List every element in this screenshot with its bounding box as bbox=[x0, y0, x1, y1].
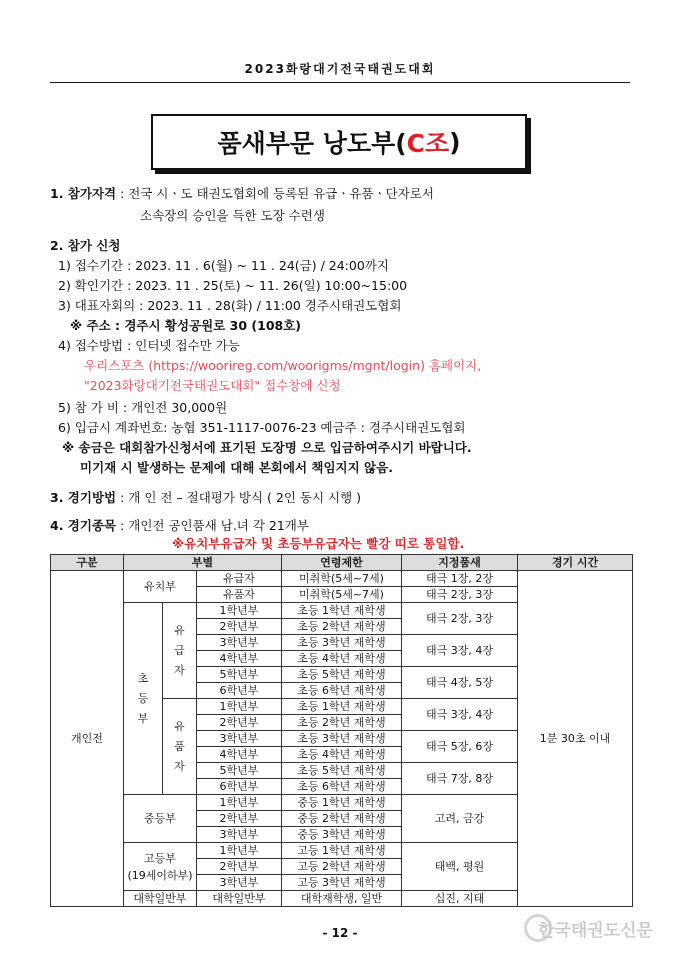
section-2-item-4: 4) 접수방법 : 인터넷 접수만 가능 bbox=[58, 338, 240, 353]
payment-note-1: ※ 송금은 대회참가신청서에 표기된 도장명 으로 입금하여주시기 바랍니다. bbox=[62, 440, 472, 455]
age-cell: 고등 2학년 재학생 bbox=[282, 859, 402, 875]
poomsae-cell: 태극 3장, 4장 bbox=[402, 699, 518, 731]
section-2-item-5: 5) 참 가 비 : 개인전 30,000원 bbox=[58, 400, 228, 415]
age-cell: 중등 1학년 재학생 bbox=[282, 795, 402, 811]
age-cell: 초등 6학년 재학생 bbox=[282, 683, 402, 699]
belt-note: ※유치부유급자 및 초등부유급자는 빨강 띠로 통일함. bbox=[172, 536, 465, 551]
grade-cell: 3학년부 bbox=[197, 875, 282, 891]
age-cell: 초등 2학년 재학생 bbox=[282, 619, 402, 635]
age-cell: 대학재학생, 일반 bbox=[282, 891, 402, 907]
poomsae-cell: 태극 3장, 4장 bbox=[402, 635, 518, 667]
grade-cell: 6학년부 bbox=[197, 683, 282, 699]
title-box bbox=[151, 114, 527, 170]
grade-cell: 6학년부 bbox=[197, 779, 282, 795]
section-4-text: : 개인전 공인품새 남.녀 각 21개부 bbox=[116, 518, 309, 533]
event-table bbox=[50, 554, 633, 907]
grade-cell: 5학년부 bbox=[197, 763, 282, 779]
header-division: 부별 bbox=[124, 555, 282, 571]
kinder-sub: 유급자 bbox=[197, 571, 282, 587]
grade-cell: 2학년부 bbox=[197, 811, 282, 827]
event-type: 개인전 bbox=[51, 571, 124, 907]
section-1-line2: 소속장의 승인을 득한 도장 수련생 bbox=[140, 208, 325, 223]
age-cell: 초등 4학년 재학생 bbox=[282, 651, 402, 667]
section-1-text: : 전국 시ㆍ도 태권도협회에 등록된 유급ㆍ유품ㆍ단자로서 bbox=[116, 186, 434, 201]
grade-cell: 1학년부 bbox=[197, 699, 282, 715]
title-accent: C조 bbox=[406, 129, 450, 158]
grade-cell: 4학년부 bbox=[197, 747, 282, 763]
middle-label: 중등부 bbox=[124, 795, 197, 843]
poomsae-cell: 태극 5장, 6장 bbox=[402, 731, 518, 763]
elementary-sub-2 bbox=[163, 699, 197, 795]
header-category: 구분 bbox=[51, 555, 124, 571]
elementary-label bbox=[124, 603, 163, 795]
section-2-label: 2. 참가 신청 bbox=[50, 238, 121, 253]
age-cell: 미취학(5세~7세) bbox=[282, 571, 402, 587]
univ-label: 대학일반부 bbox=[124, 891, 197, 907]
grade-cell: 3학년부 bbox=[197, 731, 282, 747]
document-header: 2023화랑대기전국태권도대회 bbox=[244, 62, 436, 76]
header-rule bbox=[50, 82, 630, 83]
age-cell: 미취학(5세~7세) bbox=[282, 587, 402, 603]
page-number: - 12 - bbox=[322, 926, 358, 940]
age-cell: 초등 5학년 재학생 bbox=[282, 763, 402, 779]
registration-link[interactable]: 우리스포츠 (https://woorireg.com/woorigms/mgnt/login) 홈페이지, bbox=[84, 358, 482, 373]
grade-cell: 1학년부 bbox=[197, 603, 282, 619]
payment-note-2: 미기재 시 발생하는 문제에 대해 본회에서 책임지지 않음. bbox=[80, 460, 393, 475]
table-header-row bbox=[51, 555, 633, 571]
age-cell: 초등 6학년 재학생 bbox=[282, 779, 402, 795]
grade-cell: 2학년부 bbox=[197, 715, 282, 731]
age-cell: 고등 1학년 재학생 bbox=[282, 843, 402, 859]
section-2-item-3: 3) 대표자회의 : 2023. 11 . 28(화) / 11:00 경주시태권도협회 bbox=[58, 298, 402, 313]
age-cell: 초등 3학년 재학생 bbox=[282, 731, 402, 747]
high-label-sub: (19세이하부) bbox=[127, 868, 193, 882]
age-cell: 고등 3학년 재학생 bbox=[282, 875, 402, 891]
poomsae-cell: 태극 2장, 3장 bbox=[402, 603, 518, 635]
elementary-sub-2-text: 유품자 bbox=[174, 719, 185, 773]
section-2-item-2: 2) 확인기간 : 2023. 11 . 25(토) ~ 11. 26(일) 10:00~15:00 bbox=[58, 278, 408, 293]
table-row bbox=[51, 571, 633, 587]
age-cell: 중등 3학년 재학생 bbox=[282, 827, 402, 843]
age-cell: 초등 2학년 재학생 bbox=[282, 715, 402, 731]
match-time: 1분 30초 이내 bbox=[518, 571, 633, 907]
grade-cell: 2학년부 bbox=[197, 619, 282, 635]
age-cell: 초등 3학년 재학생 bbox=[282, 635, 402, 651]
section-3-label: 3. 경기방법 bbox=[50, 490, 117, 505]
poomsae-cell: 십진, 지태 bbox=[402, 891, 518, 907]
grade-cell: 2학년부 bbox=[197, 859, 282, 875]
section-4 bbox=[50, 518, 309, 534]
age-cell: 초등 4학년 재학생 bbox=[282, 747, 402, 763]
grade-cell: 대학일반부 bbox=[197, 891, 282, 907]
header-poomsae: 지정품새 bbox=[402, 555, 518, 571]
elementary-sub-1-text: 유급자 bbox=[174, 623, 185, 677]
header-age-limit: 연령제한 bbox=[282, 555, 402, 571]
kinder-sub: 유품자 bbox=[197, 587, 282, 603]
section-4-label: 4. 경기종목 bbox=[50, 518, 117, 533]
section-3-text: : 개 인 전 – 절대평가 방식 ( 2인 동시 시행 ) bbox=[116, 490, 362, 505]
section-2-item-6: 6) 입금시 계좌번호: 농협 351-1117-0076-23 예금주 : 경주시태권도협회 bbox=[58, 420, 466, 435]
age-cell: 중등 2학년 재학생 bbox=[282, 811, 402, 827]
header-match-time: 경기 시간 bbox=[518, 555, 633, 571]
section-2-item-1: 1) 접수기간 : 2023. 11 . 6(월) ~ 11 . 24(금) / 24:00까지 bbox=[58, 258, 389, 273]
grade-cell: 1학년부 bbox=[197, 843, 282, 859]
high-label-text: 고등부 bbox=[144, 851, 176, 865]
title-main: 품새부문 낭도부( bbox=[217, 129, 407, 158]
grade-cell: 5학년부 bbox=[197, 667, 282, 683]
elementary-label-text: 초등부 bbox=[137, 671, 149, 725]
poomsae-cell: 태극 1장, 2장 bbox=[402, 571, 518, 587]
poomsae-cell: 태극 7장, 8장 bbox=[402, 763, 518, 795]
poomsae-cell: 태극 4장, 5장 bbox=[402, 667, 518, 699]
title-end: ) bbox=[449, 127, 461, 157]
high-label bbox=[124, 843, 197, 891]
poomsae-cell: 고려, 금강 bbox=[402, 795, 518, 843]
grade-cell: 3학년부 bbox=[197, 635, 282, 651]
age-cell: 초등 1학년 재학생 bbox=[282, 699, 402, 715]
grade-cell: 4학년부 bbox=[197, 651, 282, 667]
poomsae-cell: 태극 2장, 3장 bbox=[402, 587, 518, 603]
watermark: 한국태권도신문 bbox=[538, 921, 653, 941]
section-3 bbox=[50, 490, 361, 506]
kinder-label: 유치부 bbox=[124, 571, 197, 603]
address-note: ※ 주소 : 경주시 황성공원로 30 (108호) bbox=[70, 318, 302, 333]
elementary-sub-1 bbox=[163, 603, 197, 699]
poomsae-cell: 태백, 평원 bbox=[402, 843, 518, 891]
age-cell: 초등 1학년 재학생 bbox=[282, 603, 402, 619]
registration-link-line2: "2023화랑대기전국태권도대회" 접수창에 신청 bbox=[84, 378, 341, 393]
section-1-label: 1. 참가자격 bbox=[50, 186, 117, 201]
grade-cell: 3학년부 bbox=[197, 827, 282, 843]
section-1-line1 bbox=[50, 186, 434, 202]
grade-cell: 1학년부 bbox=[197, 795, 282, 811]
age-cell: 초등 5학년 재학생 bbox=[282, 667, 402, 683]
